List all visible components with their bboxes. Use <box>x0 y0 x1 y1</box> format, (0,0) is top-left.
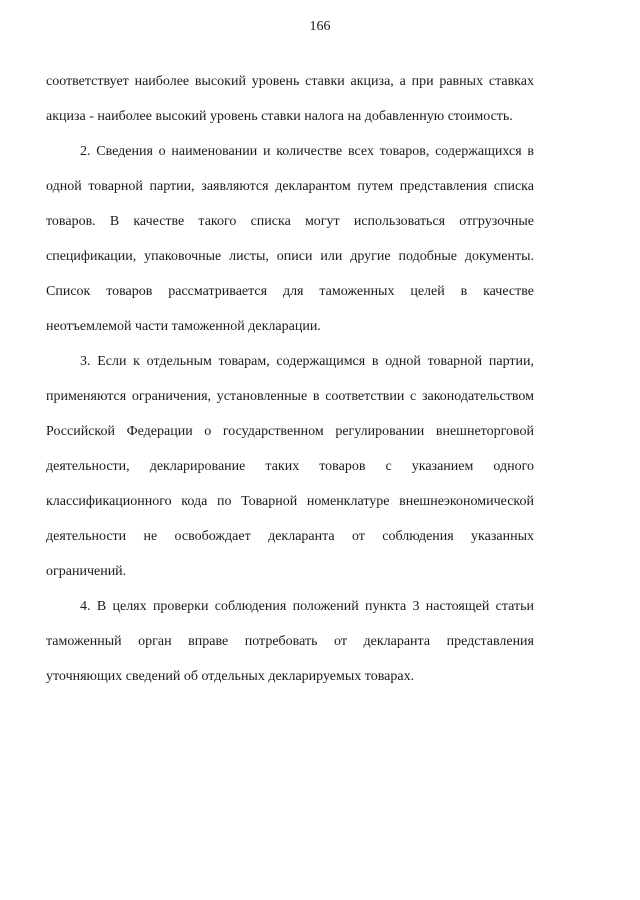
paragraph-item-2: 2. Сведения о наименовании и количестве всех товаров, содержащихся в одной товарной партии, заявляются декларантом путем представления списка товаров. В качестве такого списка могут использоваться отгрузочные спецификации, упаковочные листы, описи или другие подобные документы. Список товаров рассматривается для таможенных целей в качестве неотъемлемой части таможенной декларации. <box>46 144 534 334</box>
paragraph-item-3: 3. Если к отдельным товарам, содержащимся в одной товарной партии, применяются ограничения, установленные в соответствии с законодательством Российской Федерации о государственном регулировании внешнеторговой деятельности, декларирование таких товаров с указанием одного классификационного кода по Товарной номенклатуре внешнеэкономической деятельности не освобождает декларанта от соблюдения указанных ограничений. <box>46 354 534 579</box>
document-body <box>46 64 534 694</box>
paragraph-continuation: соответствует наиболее высокий уровень ставки акциза, а при равных ставках акциза - наиболее высокий уровень ставки налога на добавленную стоимость. <box>46 74 534 124</box>
paragraph-item-4: 4. В целях проверки соблюдения положений пункта 3 настоящей статьи таможенный орган вправе потребовать от декларанта представления уточняющих сведений об отдельных декларируемых товарах. <box>46 599 534 684</box>
page-number: 166 <box>309 19 331 34</box>
